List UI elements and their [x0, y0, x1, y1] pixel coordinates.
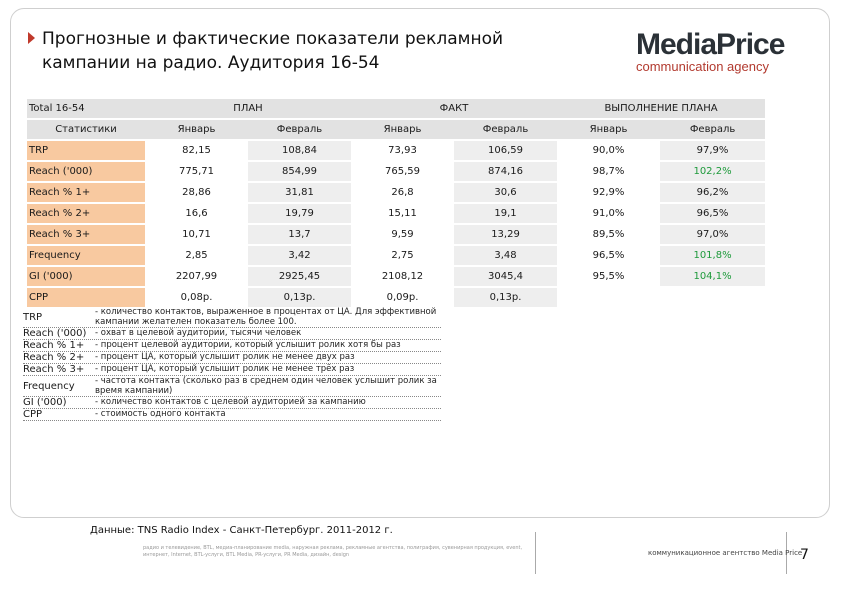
- table-cell: 2,85: [145, 245, 248, 266]
- table-cell: 96,2%: [660, 182, 765, 203]
- definition-text: - количество контактов, выраженное в процентах от ЦА. Для эффективной кампании желателен показатель более 100.: [95, 307, 437, 327]
- table-cell: 106,59: [454, 140, 557, 161]
- group-plan: ПЛАН: [145, 99, 351, 119]
- footer-divider: [535, 532, 536, 574]
- table-cell: 95,5%: [557, 266, 660, 287]
- table-cell: 10,71: [145, 224, 248, 245]
- row-label: GI ('000): [27, 266, 145, 287]
- definition-term: GI ('000): [23, 397, 67, 408]
- table-cell: [660, 287, 765, 307]
- table-row: [27, 182, 765, 203]
- month-header: Февраль: [660, 119, 765, 140]
- definition-term: TRP: [23, 311, 43, 323]
- data-source: Данные: TNS Radio Index - Санкт-Петербург. 2011-2012 г.: [90, 525, 393, 536]
- table-cell: 0,13р.: [454, 287, 557, 307]
- definition-row: [23, 328, 441, 340]
- definition-row: [23, 352, 441, 364]
- table-row: [27, 245, 765, 266]
- results-table: [27, 99, 765, 307]
- definition-row: [23, 307, 441, 328]
- row-label: Reach ('000): [27, 161, 145, 182]
- row-label: Frequency: [27, 245, 145, 266]
- definition-text: - охват в целевой аудитории, тысячи человек: [95, 328, 302, 338]
- definition-row: [23, 364, 441, 376]
- table-cell: 3,42: [248, 245, 351, 266]
- table-cell: 90,0%: [557, 140, 660, 161]
- table-cell: 97,9%: [660, 140, 765, 161]
- definition-text: - количество контактов с целевой аудиторией за кампанию: [95, 397, 366, 407]
- table-cell: 26,8: [351, 182, 454, 203]
- page-number: 7: [800, 547, 809, 563]
- definition-row: [23, 409, 441, 421]
- definition-term: Reach % 1+: [23, 340, 85, 351]
- table-cell: [557, 287, 660, 307]
- logo-media: Media: [636, 28, 717, 61]
- group-header-row: [27, 99, 765, 119]
- row-label: Reach % 3+: [27, 224, 145, 245]
- definition-term: Frequency: [23, 380, 75, 392]
- media-price-logo: [636, 30, 806, 74]
- definition-term: Reach % 3+: [23, 364, 85, 375]
- table-cell: 96,5%: [660, 203, 765, 224]
- table-cell: 98,7%: [557, 161, 660, 182]
- footer-keywords: радио и телевидение, BTL, медиа-планирование media, наружная реклама, рекламные агентства, полиграфия, сувенирная продукция, event, интернет, Internet, BTL-услуги, BTL Media, PR-услуги, PR Media, дизайн, design: [143, 545, 523, 558]
- table-body: [27, 140, 765, 307]
- table-cell: 2207,99: [145, 266, 248, 287]
- table-cell: 96,5%: [557, 245, 660, 266]
- table-cell: 13,29: [454, 224, 557, 245]
- definition-text: - частота контакта (сколько раз в среднем один человек услышит ролик за время кампании): [95, 376, 437, 396]
- table-cell: 19,1: [454, 203, 557, 224]
- table-cell: 775,71: [145, 161, 248, 182]
- group-fact: ФАКТ: [351, 99, 557, 119]
- table-row: [27, 287, 765, 307]
- table-cell: 2108,12: [351, 266, 454, 287]
- month-header: Январь: [145, 119, 248, 140]
- table-cell: 102,2%: [660, 161, 765, 182]
- table-cell: 28,86: [145, 182, 248, 203]
- table-cell: 19,79: [248, 203, 351, 224]
- definition-term: CPP: [23, 409, 43, 420]
- table-row: [27, 266, 765, 287]
- table-cell: 3,48: [454, 245, 557, 266]
- table-cell: 104,1%: [660, 266, 765, 287]
- definition-text: - стоимость одного контакта: [95, 409, 226, 419]
- table-cell: 0,08р.: [145, 287, 248, 307]
- month-header: Февраль: [454, 119, 557, 140]
- month-header-row: [27, 119, 765, 140]
- row-label: Reach % 1+: [27, 182, 145, 203]
- stat-label: Статистики: [27, 119, 145, 140]
- table-row: [27, 224, 765, 245]
- table-cell: 0,09р.: [351, 287, 454, 307]
- table-cell: 108,84: [248, 140, 351, 161]
- month-header: Февраль: [248, 119, 351, 140]
- table-cell: 31,81: [248, 182, 351, 203]
- row-label: CPP: [27, 287, 145, 307]
- title-arrow-icon: [28, 32, 35, 44]
- table-row: [27, 161, 765, 182]
- month-header: Январь: [351, 119, 454, 140]
- table-cell: 97,0%: [660, 224, 765, 245]
- table-cell: 3045,4: [454, 266, 557, 287]
- table-cell: 16,6: [145, 203, 248, 224]
- table-cell: 854,99: [248, 161, 351, 182]
- definition-term: Reach % 2+: [23, 352, 85, 363]
- definition-text: - процент ЦА, который услышит ролик не менее двух раз: [95, 352, 355, 362]
- table-cell: 91,0%: [557, 203, 660, 224]
- logo-price: Price: [716, 28, 785, 61]
- table-cell: 82,15: [145, 140, 248, 161]
- logo-wordmark: [636, 30, 806, 60]
- group-completion: ВЫПОЛНЕНИЕ ПЛАНА: [557, 99, 765, 119]
- table-cell: 73,93: [351, 140, 454, 161]
- month-header: Январь: [557, 119, 660, 140]
- table-cell: 0,13р.: [248, 287, 351, 307]
- page-title: Прогнозные и фактические показатели рекламной кампании на радио. Аудитория 16-54: [42, 29, 504, 73]
- table-cell: 89,5%: [557, 224, 660, 245]
- table-cell: 13,7: [248, 224, 351, 245]
- table-row: [27, 140, 765, 161]
- definition-row: [23, 340, 441, 352]
- table-cell: 2,75: [351, 245, 454, 266]
- table-cell: 9,59: [351, 224, 454, 245]
- table-cell: 2925,45: [248, 266, 351, 287]
- table-cell: 765,59: [351, 161, 454, 182]
- definition-text: - процент целевой аудитории, который услышит ролик хотя бы раз: [95, 340, 401, 350]
- definition-text: - процент ЦА, который услышит ролик не менее трёх раз: [95, 364, 355, 374]
- table-cell: 92,9%: [557, 182, 660, 203]
- row-label: Reach % 2+: [27, 203, 145, 224]
- logo-tagline: communication agency: [636, 59, 769, 74]
- row-label: TRP: [27, 140, 145, 161]
- footer-agency: коммуникационное агентство Media Price: [648, 549, 803, 557]
- table-cell: 30,6: [454, 182, 557, 203]
- definition-row: [23, 397, 441, 409]
- definition-row: [23, 376, 441, 397]
- table-cell: 101,8%: [660, 245, 765, 266]
- table-row: [27, 203, 765, 224]
- table-corner: Total 16-54: [27, 99, 145, 119]
- table-cell: 874,16: [454, 161, 557, 182]
- definitions-list: [23, 307, 441, 421]
- definition-term: Reach ('000): [23, 328, 87, 339]
- table-cell: 15,11: [351, 203, 454, 224]
